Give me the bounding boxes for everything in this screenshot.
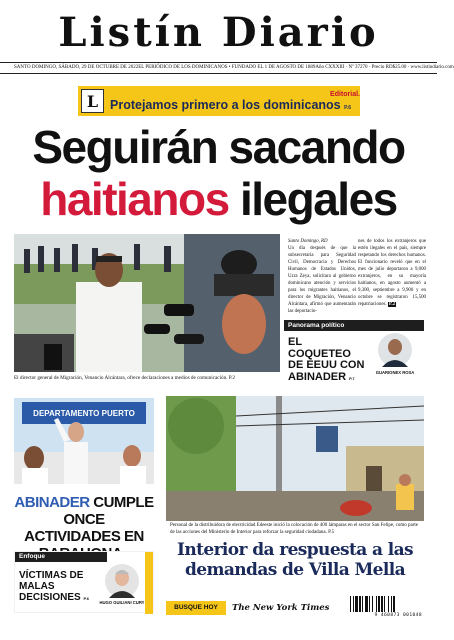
columnist-portrait-icon <box>378 333 412 367</box>
main-headline-line2[interactable] <box>0 172 437 226</box>
barcode-bar <box>359 596 361 612</box>
busque-hoy-label: BUSQUE HOY <box>166 601 226 615</box>
lead-page-ref[interactable]: P.2 <box>388 302 396 307</box>
podium-banner-text: DEPARTAMENTO PUERTO <box>33 409 135 418</box>
editorial-teaser[interactable] <box>78 86 360 116</box>
barcode-bar <box>384 596 385 612</box>
editorial-kicker: Editorial. <box>330 90 360 98</box>
enfoque-title: VÍCTIMAS DE MALAS DECISIONES P.6 <box>19 570 89 603</box>
abinader-photo[interactable] <box>14 398 154 484</box>
dateline-edition: Año CXXXIII · Nº 37270 · Precio RD$25.00 · www.listindiario.com <box>315 65 454 70</box>
villa-mella-photo-illustration <box>166 396 424 521</box>
lead-photo-illustration <box>14 234 280 372</box>
barcode-bar <box>376 596 377 612</box>
villa-mella-headline[interactable]: Interior da respuesta a las demandas de Villa Mella <box>177 540 413 580</box>
abinader-headline[interactable]: ABINADER CUMPLE ONCE ACTIVIDADES EN <box>14 494 154 545</box>
barcode-bar <box>381 596 383 612</box>
footer-bar <box>166 596 424 620</box>
enfoque-author: HUGO GUILIANI CURY <box>99 600 145 605</box>
barcode-bar <box>391 596 392 612</box>
abinader-photo-illustration <box>14 398 154 484</box>
barcode-bar <box>365 596 368 612</box>
masthead-title: Listín Diario <box>58 9 379 56</box>
barcode-bar <box>355 596 358 612</box>
barcode-number: 9 460873 001048 <box>374 613 422 618</box>
barcode-bar <box>393 596 395 612</box>
dateline-date: SANTO DOMINGO, SÁBADO, 29 DE OCTUBRE DE 2022 <box>14 65 139 70</box>
barcode-bar <box>378 596 380 612</box>
lead-dateline: Santo Domingo, RD <box>288 239 328 244</box>
panorama-title: EL COQUETEO DE EEUU CON ABINADER P.7 <box>288 336 365 383</box>
enfoque-section: Enfoque <box>15 552 107 562</box>
headline-black-word: ilegales <box>239 173 397 225</box>
dateline <box>0 62 454 74</box>
villa-mella-caption: Personal de la distribuidora de electricidad Edeeste inició la colocación de 400 lámparas en el sector San Felipe, como parte de las acciones del Ministerio de Interior para reforzar la seguridad ciudadana. P.5 <box>170 523 418 535</box>
editorial-title: Protejamos primero a los dominicanos P.6 <box>110 97 351 112</box>
barcode <box>348 596 424 618</box>
lead-body-b: nes de todos los extranjeros que estén ilegales en el país, siempre respetando los derechos humanos. El funcionario reveló que en el mes de julio deportaron a 9,000 extranjeros, en su mayoría haitianos, en agosto aumentó a 9,300, septiembre a 9,900 y en octubre se registraron 15,500 repatriaciones. <box>358 239 426 307</box>
lead-body-a: Un día después de que la subsecretaria para Seguridad Civil, Democracia y Derechos Humanos de Estados Unidos, Uzra Zeya, solicitara al gobierno dominicano atención y servicios para los migrantes haitianos, el director de Migración, Venancio Alcántara, afirmó que aumentarán las deportacio- <box>288 246 356 314</box>
barcode-bar <box>388 596 389 612</box>
barcode-bar <box>350 596 351 612</box>
barcode-bar <box>362 596 363 612</box>
nyt-logo: The New York Times <box>232 603 330 613</box>
barcode-bar <box>372 596 373 612</box>
barcode-bar <box>353 596 354 612</box>
lead-column-a <box>288 238 356 315</box>
main-headline-line1[interactable]: Seguirán sacando <box>32 121 405 173</box>
lead-photo-caption: El director general de Migración, Venancio Alcántara, ofrece declaraciones a medios de comunicación. P.2 <box>14 375 235 381</box>
dateline-motto: EL PERIÓDICO DE LOS DOMINICANOS • FUNDADO EL 1 DE AGOSTO DE 1889 <box>138 65 316 70</box>
abinader-name: ABINADER <box>14 494 90 511</box>
lead-photo[interactable] <box>14 234 280 372</box>
enfoque-portrait-icon <box>105 564 139 598</box>
panorama-author: GUARIONEX ROSA <box>375 370 415 375</box>
enfoque-box[interactable] <box>14 551 154 613</box>
listin-logo-icon: L <box>81 89 104 113</box>
panorama-section: Panorama político <box>284 320 424 331</box>
headline-red-word: haitianos <box>40 173 229 225</box>
panorama-box[interactable] <box>284 320 424 388</box>
villa-mella-photo[interactable] <box>166 396 424 521</box>
lead-column-b <box>358 238 426 308</box>
barcode-bar <box>369 596 370 612</box>
